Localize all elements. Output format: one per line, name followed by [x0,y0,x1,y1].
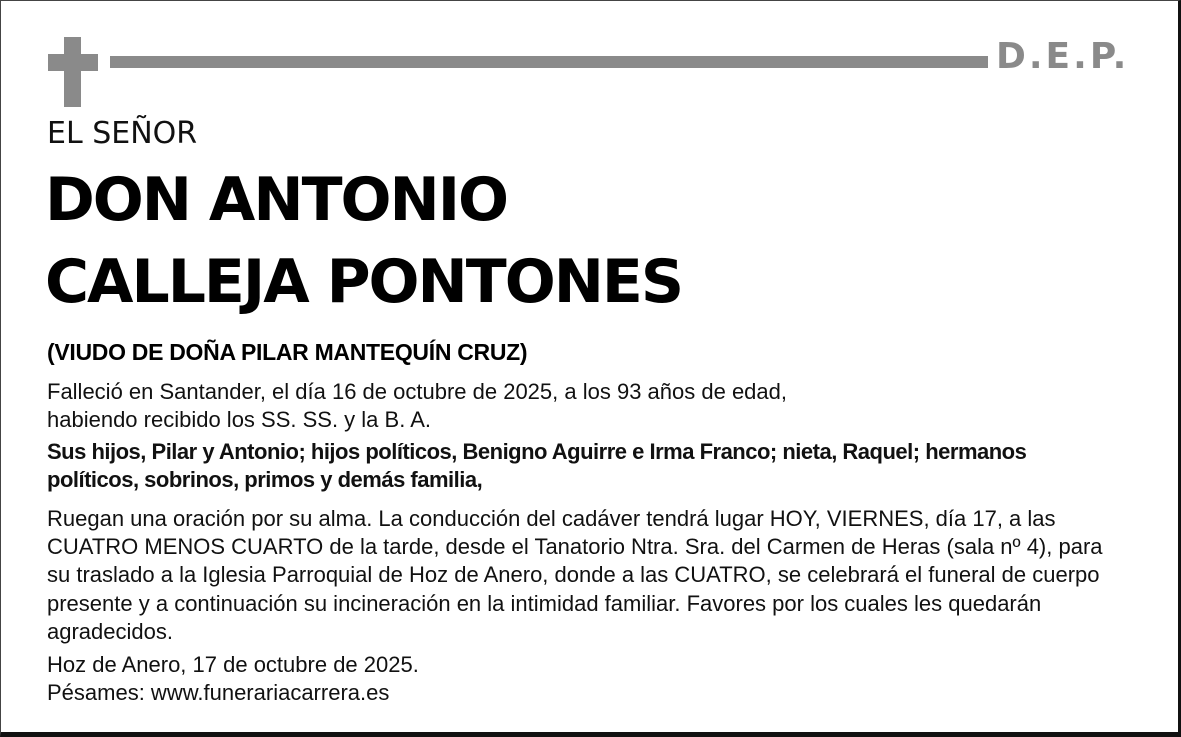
dep-label: D.E.P. [996,36,1130,77]
death-paragraph [47,378,1157,434]
funeral-line: presente y a continuación su incineración en la intimidad familiar. Favores por los cuales les quedarán [47,590,1042,616]
cross-icon [64,37,81,107]
funeral-line: agradecidos. [47,618,173,644]
deceased-name-line-2: CALLEJA PONTONES [45,247,683,317]
closing-block [47,651,1157,707]
family-line: Sus hijos, Pilar y Antonio; hijos políticos, Benigno Aguirre e Irma Franco; nieta, Raquel; hermanos [47,439,1027,464]
family-line: políticos, sobrinos, primos y demás familia, [47,467,483,492]
death-line: habiendo recibido los SS. SS. y la B. A. [47,407,432,432]
death-line: Falleció en Santander, el día 16 de octubre de 2025, a los 93 años de edad, [47,379,787,404]
cross-icon-bar [48,54,98,71]
funeral-line: CUATRO MENOS CUARTO de la tarde, desde el Tanatorio Ntra. Sra. del Carmen de Heras (sala nº 4), para [47,534,1103,560]
funeral-details-paragraph [47,505,1157,646]
deceased-name-line-1: DON ANTONIO [45,165,508,235]
condolences-link: Pésames: www.funerariacarrera.es [47,680,390,705]
honorific: EL SEÑOR [47,116,198,151]
place-date: Hoz de Anero, 17 de octubre de 2025. [47,652,419,677]
family-paragraph [47,438,1157,494]
funeral-line: Ruegan una oración por su alma. La conducción del cadáver tendrá lugar HOY, VIERNES, día 17, a las [47,506,1056,531]
funeral-line: su traslado a la Iglesia Parroquial de Hoz de Anero, donde a las CUATRO, se celebrará el funeral de cuerpo [47,562,1100,588]
widow-of-line: (VIUDO DE DOÑA PILAR MANTEQUÍN CRUZ) [47,339,528,365]
header-rule [110,56,988,68]
